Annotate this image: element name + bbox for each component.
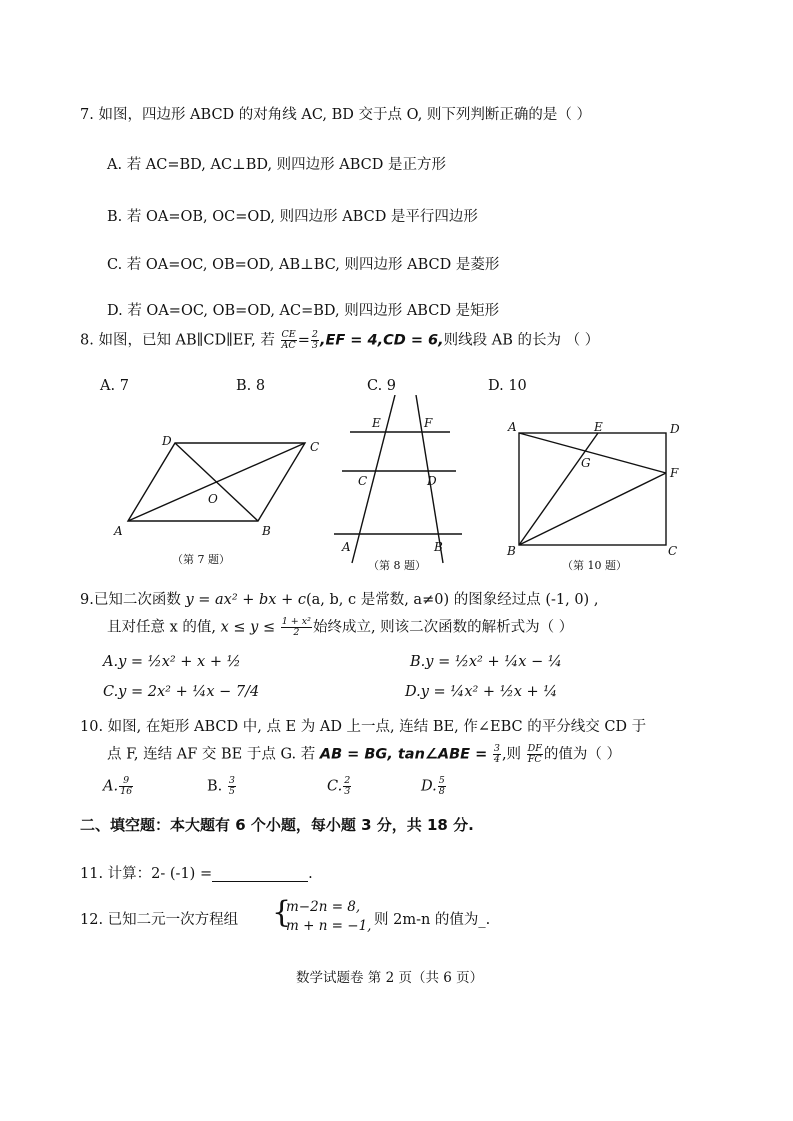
q8-stem-c: 则线段 AB 的长为 （ ） [443, 332, 600, 349]
q7-option-d: D. 若 OA=OC, OB=OD, AC=BD, 则四边形 ABCD 是矩形 [107, 303, 500, 319]
fig7-label-a: A [114, 524, 123, 538]
q8-frac [281, 330, 297, 351]
figure-8 [334, 395, 462, 572]
fig8-label-e: E [372, 416, 381, 430]
fig7-label-c: C [310, 440, 320, 454]
q9-line2 [107, 617, 573, 638]
fig10-rectangle [519, 433, 666, 545]
q9-ineq-frac [281, 617, 312, 638]
q11-text-a: 11. 计算：2- (-1) = [80, 866, 213, 882]
q9-stem-a: 9.已知二次函数 [80, 592, 181, 608]
q10-line1: 10. 如图, 在矩形 ABCD 中, 点 E 为 AD 上一点, 连结 BE, 作∠EBC 的平分线交 CD 于 [80, 719, 647, 735]
fig8-label-a: A [342, 540, 351, 554]
q8-frac-num: CE [281, 329, 296, 340]
q8-stem-b: ,EF = 4,CD = 6, [319, 332, 444, 349]
fig8-caption: （第 8 题） [368, 559, 426, 572]
q8-stem [80, 330, 599, 351]
q10-option-a-frac [119, 776, 133, 797]
figure-10 [506, 420, 680, 572]
q8-option-b: B. 8 [236, 378, 266, 394]
q10-option-d-label: D. [421, 778, 437, 795]
q10-option-a [103, 776, 134, 797]
fig10-label-g: G [581, 456, 591, 470]
q10-option-b-frac [228, 776, 236, 797]
q7-option-c: C. 若 OA=OC, OB=OD, AB⊥BC, 则四边形 ABCD 是菱形 [107, 257, 500, 273]
q9-option-b: B.y = ½x² + ¼x − ¼ [410, 654, 562, 670]
q9-ineq-den: 2 [293, 626, 300, 638]
fig7-label-o: O [208, 492, 218, 506]
q10-cond-num: 3 [493, 743, 500, 754]
fig10-line-af [519, 433, 666, 473]
q10-option-c-num: 2 [344, 775, 351, 786]
q10-option-c-label: C. [327, 778, 343, 795]
q10-option-c-den: 3 [344, 785, 351, 797]
q10-option-a-den: 16 [120, 785, 133, 797]
fig8-label-f: F [424, 416, 433, 430]
q8-option-d: D. 10 [488, 378, 527, 394]
q9-line2-a: 且对任意 x 的值, [107, 619, 217, 636]
fig10-caption: （第 10 题） [562, 559, 627, 572]
q10-option-a-label: A. [103, 778, 119, 795]
q12-brace: { [272, 895, 292, 930]
fig7-caption: （第 7 题） [172, 553, 230, 566]
q10-option-d-den: 8 [438, 785, 445, 797]
q7-option-b: B. 若 OA=OB, OC=OD, 则四边形 ABCD 是平行四边形 [107, 209, 478, 225]
q8-option-a: A. 7 [100, 378, 129, 394]
q9-option-d: D.y = ¼x² + ½x + ¼ [405, 684, 558, 700]
q7-stem: 7. 如图，四边形 ABCD 的对角线 AC, BD 交于点 O, 则下列判断正确的是（ ） [80, 107, 592, 123]
q10-option-b-num: 3 [228, 775, 235, 786]
q11 [80, 867, 313, 882]
section2-heading: 二、填空题：本大题有 6 个小题，每小题 3 分，共 18 分. [80, 816, 474, 834]
q10-ratio-den: FC [527, 753, 542, 765]
q10-ratio-frac [527, 744, 543, 765]
fig8-label-d: D [427, 474, 437, 488]
q12-eq2: m + n = −1, [286, 918, 372, 934]
figure-7 [113, 434, 319, 566]
q10-line2 [107, 744, 621, 765]
q12-eq1: m−2n = 8, [286, 899, 361, 915]
q12-text-a: 12. 已知二元一次方程组 [80, 912, 239, 928]
q10-ratio-num: DF [527, 743, 542, 754]
q10-option-d-frac [438, 776, 446, 797]
q9-func: y = ax² + bx + c [185, 592, 306, 608]
fig10-line-bf [519, 473, 666, 545]
q9-option-a: A.y = ½x² + x + ½ [103, 654, 241, 670]
q8-eq: = [297, 332, 310, 349]
q7-option-a: A. 若 AC=BD, AC⊥BD, 则四边形 ABCD 是正方形 [107, 157, 447, 173]
fig10-label-f: F [670, 466, 679, 480]
figures-svg [0, 395, 793, 595]
q8-frac-den: AC [281, 339, 296, 351]
q10-option-b [207, 776, 237, 797]
q9-line2-b: 始终成立, 则该二次函数的解析式为（ ） [312, 619, 574, 636]
q11-answer-blank [212, 869, 308, 882]
fig10-label-e: E [594, 420, 603, 434]
fig10-label-b: B [507, 544, 516, 558]
q11-text-b: . [308, 866, 313, 882]
q9-ineq: x ≤ y ≤ [220, 619, 276, 636]
q10-cond: AB = BG, tan∠ABE = [319, 746, 488, 763]
q10-option-b-label: B. [207, 778, 223, 795]
q9-option-c: C.y = 2x² + ¼x − 7/4 [103, 684, 260, 700]
fig8-label-c: C [358, 474, 368, 488]
fig10-label-d: D [670, 422, 680, 436]
fig7-diagonal-ac [128, 443, 305, 521]
q10-cond-frac [493, 744, 501, 765]
fig7-label-d: D [162, 434, 172, 448]
q9-stem-b: (a, b, c 是常数, a≠0) 的图象经过点 (-1, 0) , [305, 592, 599, 608]
q12-text-b: 则 2m-n 的值为_. [374, 912, 491, 928]
fig10-label-c: C [668, 544, 678, 558]
fig10-label-a: A [508, 420, 517, 434]
fig8-label-b: B [434, 540, 443, 554]
q10-option-d-num: 5 [438, 775, 445, 786]
q10-option-a-num: 9 [119, 776, 133, 787]
q10-option-d [421, 776, 447, 797]
q8-frac2-num: 2 [311, 329, 318, 340]
q8-frac2 [311, 330, 319, 351]
q10-option-c [327, 776, 352, 797]
q8-stem-a: 8. 如图，已知 AB∥CD∥EF, 若 [80, 332, 275, 349]
q10-line2-c: 的值为（ ） [543, 746, 621, 763]
q10-option-b-den: 5 [228, 785, 235, 797]
fig10-line-be [519, 433, 598, 545]
q10-option-c-frac [343, 776, 351, 797]
q10-line2-b: ,则 [501, 746, 522, 763]
q10-cond-den: 4 [493, 753, 500, 765]
page-footer: 数学试题卷 第 2 页（共 6 页） [296, 970, 484, 986]
q9-line1 [80, 593, 598, 608]
q9-ineq-num: 1 + x² [281, 616, 311, 627]
q8-frac2-den: 3 [311, 339, 318, 351]
q10-line2-a: 点 F, 连结 AF 交 BE 于点 G. 若 [107, 746, 316, 763]
q8-option-c: C. 9 [367, 378, 397, 394]
fig7-label-b: B [262, 524, 271, 538]
